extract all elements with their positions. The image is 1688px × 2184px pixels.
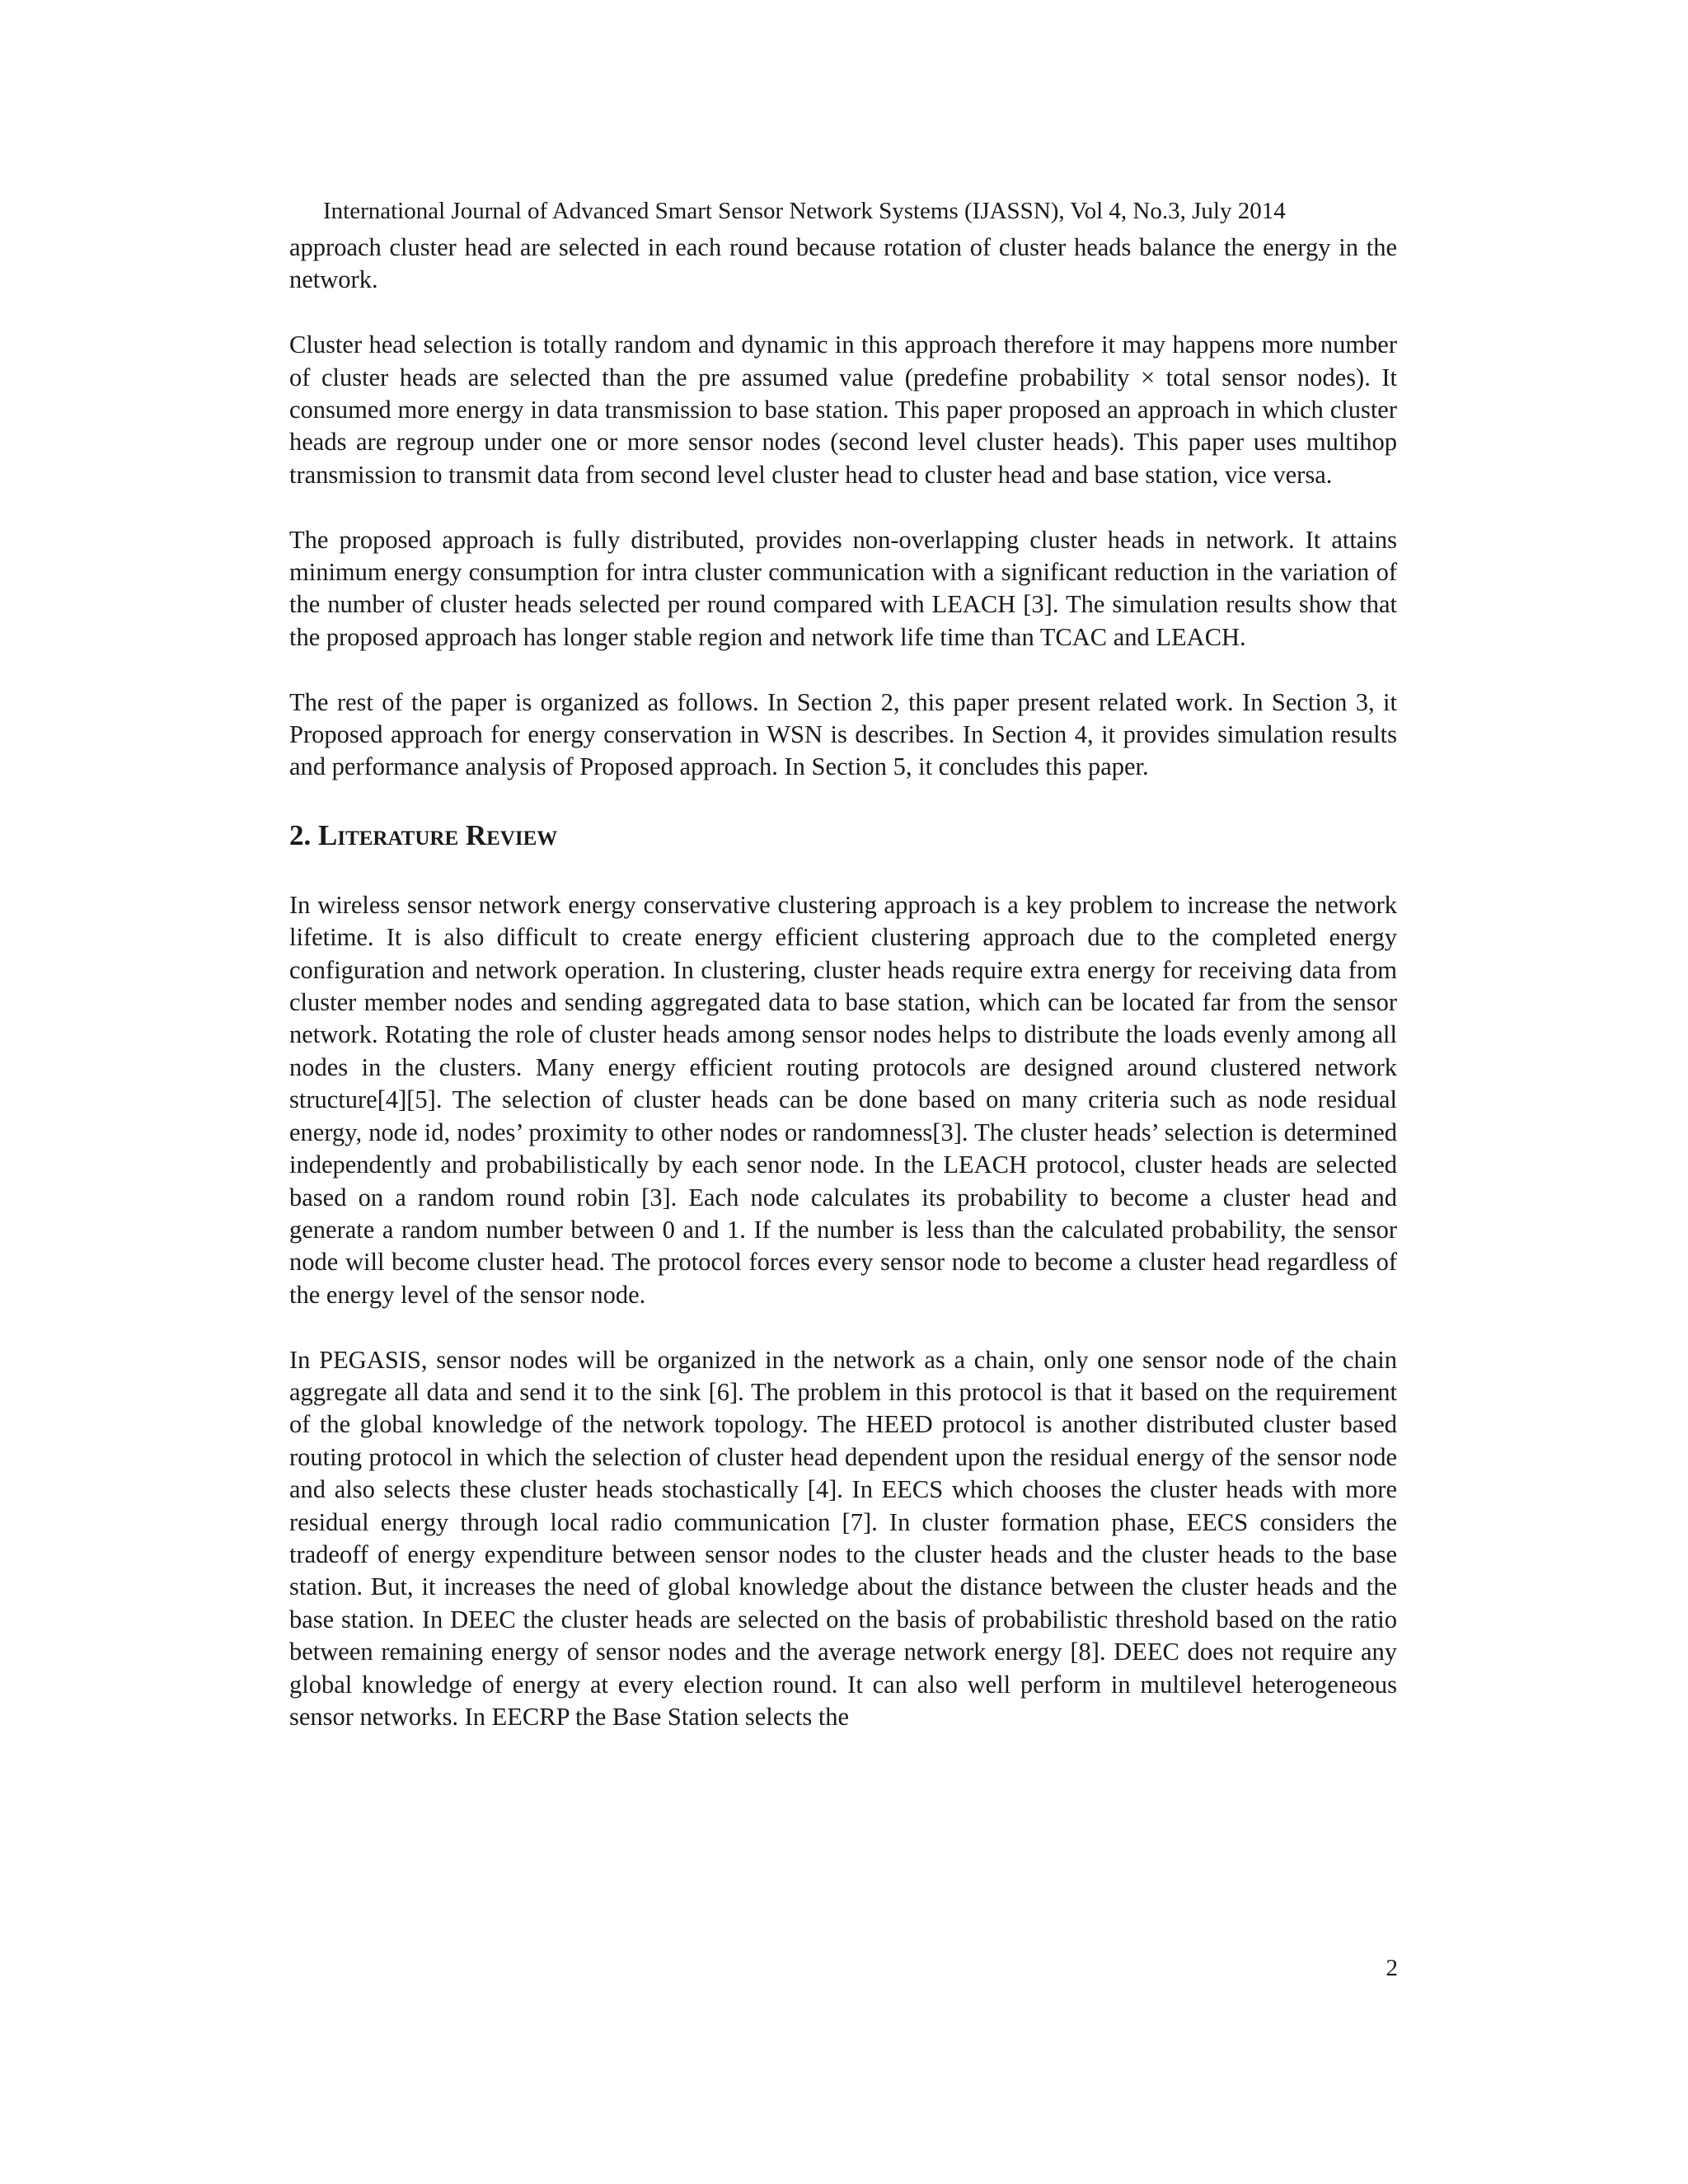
section-heading (289, 815, 1397, 856)
running-header: International Journal of Advanced Smart Sensor Network Systems (IJASSN), Vol 4, No.3, July 2014 (323, 198, 1286, 224)
paragraph-proposed-approach: The proposed approach is fully distributed, provides non-overlapping cluster heads in network. It attains minimum energy consumption for intra cluster communication with a significant reduction in the variation of the number of cluster heads selected per round compared with LEACH [3]. The simulation results show that the proposed approach has longer stable region and network life time than TCAC and LEACH. (289, 525, 1397, 651)
paragraph-continuation: approach cluster head are selected in each round because rotation of cluster heads balance the energy in the network. (289, 233, 1397, 294)
paragraph-literature-clustering: In wireless sensor network energy conservative clustering approach is a key problem to increase the network lifetime. It is also difficult to create energy efficient clustering approach due to the completed energy configuration and network operation. In clustering, cluster heads require extra energy for receiving data from cluster member nodes and sending aggregated data to base station, which can be located far from the sensor network. Rotating the role of cluster heads among sensor nodes helps to distribute the loads evenly among all nodes in the clusters. Many energy efficient routing protocols are designed around clustered network structure[4][5]. The selection of cluster heads can be done based on many criteria such as node residual energy, node id, nodes’ proximity to other nodes or randomness[3]. The cluster heads’ selection is determined independently and probabilistically by each senor node. In the LEACH protocol, cluster heads are selected based on a random round robin [3]. Each node calculates its probability to become a cluster head and generate a random number between 0 and 1. If the number is less than the calculated probability, the sensor node will become cluster head. The protocol forces every sensor node to become a cluster head regardless of the energy level of the sensor node. (289, 890, 1397, 1309)
paragraph-paper-organization: The rest of the paper is organized as follows. In Section 2, this paper present related work. In Section 3, it Proposed approach for energy conservation in WSN is describes. In Section 4, it provides simulation results and performance analysis of Proposed approach. In Section 5, it concludes this paper. (289, 687, 1397, 781)
paragraph-cluster-head-selection: Cluster head selection is totally random and dynamic in this approach therefore it may happens more number of cluster heads are selected than the pre assumed value (predefine probability × total sensor nodes). It consumed more energy in data transmission to base station. This paper proposed an approach in which cluster heads are regroup under one or more sensor nodes (second level cluster heads). This paper uses multihop transmission to transmit data from second level cluster head to cluster head and base station, vice versa. (289, 330, 1397, 489)
section-title: Literature Review (318, 818, 558, 851)
section-number: 2. (289, 818, 312, 851)
page-number: 2 (1386, 1955, 1398, 1981)
body-text (289, 232, 1397, 1733)
paragraph-literature-protocols: In PEGASIS, sensor nodes will be organized in the network as a chain, only one sensor node of the chain aggregate all data and send it to the sink [6]. The problem in this protocol is that it based on the requirement of the global knowledge of the network topology. The HEED protocol is another distributed cluster based routing protocol in which the selection of cluster head dependent upon the residual energy of the sensor node and also selects these cluster heads stochastically [4]. In EECS which chooses the cluster heads with more residual energy through local radio communication [7]. In cluster formation phase, EECS considers the tradeoff of energy expenditure between sensor nodes to the cluster heads and the cluster heads to the base station. But, it increases the need of global knowledge about the distance between the cluster heads and the base station. In DEEC the cluster heads are selected on the basis of probabilistic threshold based on the ratio between remaining energy of sensor nodes and the average network energy [8]. DEEC does not require any global knowledge of energy at every election round. It can also well perform in multilevel heterogeneous sensor networks. In EECRP the Base Station selects the (289, 1345, 1397, 1731)
